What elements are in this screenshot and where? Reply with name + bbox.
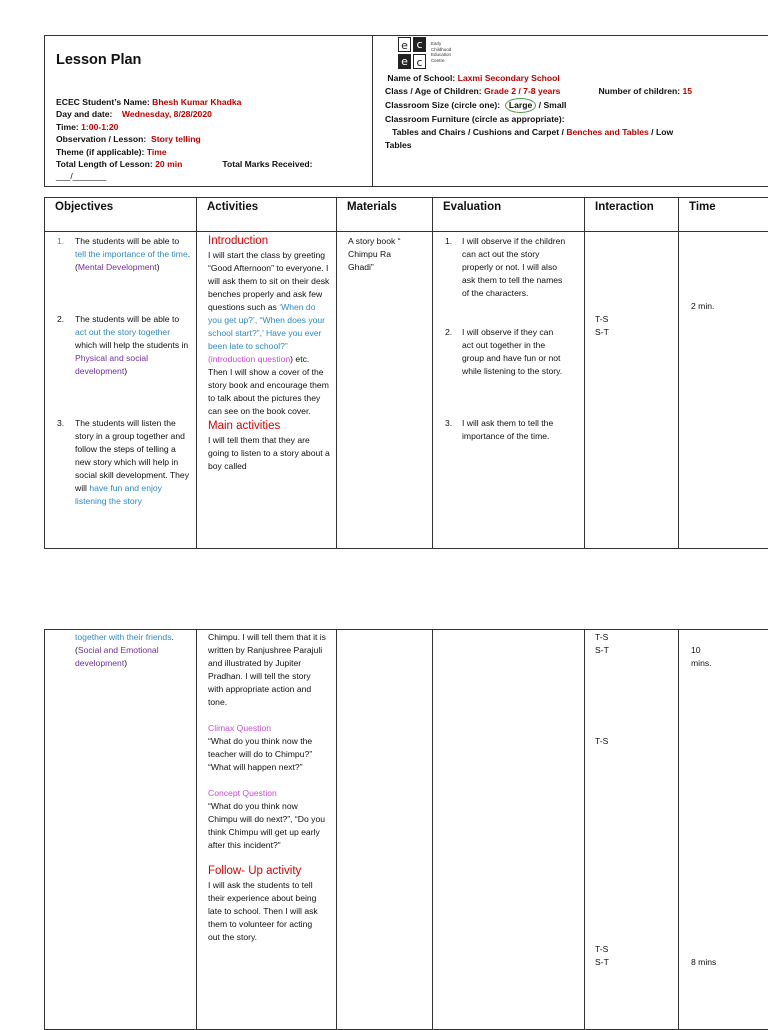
time-value: 8 mins	[691, 956, 721, 969]
evaluation-text: I will observe if the children can act out the story properly or not. I will also ask them to tell the names of the characters.	[462, 235, 566, 300]
children-label: Number of children:	[598, 86, 682, 96]
logo-letter: c	[413, 37, 426, 52]
interaction-values	[595, 313, 609, 339]
length-value: 20 min	[155, 159, 182, 169]
objective-domain: Physical and social development	[75, 353, 148, 376]
time-label: Time:	[56, 122, 81, 132]
children-value: 15	[682, 86, 692, 96]
activity-questions: ‘When do you get up?’, “When does your school start?”,’ Have you ever been late to school?”	[208, 302, 325, 351]
interaction-values	[595, 735, 608, 748]
logo-letter: e	[398, 37, 411, 52]
length-line	[56, 158, 368, 170]
logo-text	[431, 41, 451, 63]
theme-label: Theme (if applicable):	[56, 147, 147, 157]
logo-text-line: Early	[431, 41, 451, 47]
furniture-selected: Benches and Tables	[566, 127, 648, 137]
table-row	[45, 232, 768, 549]
interaction-cell	[585, 630, 679, 1030]
interaction-value: T-S	[595, 943, 609, 956]
marks-label: Total Marks Received:	[222, 159, 312, 169]
size-line	[385, 98, 768, 113]
objective-3	[57, 417, 192, 508]
objective-text: . (	[75, 632, 174, 655]
time-value: 2 min.	[691, 300, 714, 313]
objectives-cell	[45, 630, 197, 1030]
objective-text: . (	[75, 249, 190, 272]
evaluation-2	[445, 326, 580, 378]
furniture-label: Classroom Furniture (circle as appropriate):	[385, 114, 565, 124]
climax-question-label: Climax Question	[208, 722, 326, 735]
school-line	[385, 72, 768, 85]
evaluation-number: 2.	[445, 326, 452, 339]
furniture-options	[385, 126, 768, 139]
day-date-label: Day and date:	[56, 109, 112, 119]
interaction-value: T-S	[595, 735, 608, 748]
table-row	[45, 630, 768, 1030]
size-label: Classroom Size (circle one):	[385, 100, 502, 110]
objective-highlight: have fun and enjoy listening the story	[75, 483, 162, 506]
objective-text: )	[157, 262, 160, 272]
observation-value: Story telling	[151, 134, 201, 144]
evaluation-number: 3.	[445, 417, 452, 430]
activity-text: Chimpu. I will tell them that it is written by Ranjushree Parajuli and illustrated by Jupiter Pradhan. I will tell the story with appropriate action and tone.	[208, 631, 326, 709]
observation-line	[56, 133, 368, 145]
objective-number: 2.	[57, 313, 64, 326]
materials-text: A story book “ Chimpu Ra Ghadi”	[348, 235, 418, 274]
furniture-line	[385, 113, 768, 126]
interaction-values	[595, 943, 609, 969]
time-cell	[679, 232, 768, 549]
objective-number: 3.	[57, 417, 64, 430]
evaluation-text: I will ask them to tell the importance of the time.	[462, 417, 562, 443]
theme-value: Time	[147, 147, 167, 157]
objective-continued	[75, 631, 175, 670]
introduction-heading: Introduction	[208, 234, 330, 249]
objective-text: The students will be able to	[75, 314, 179, 324]
objective-text: which will help the students in	[75, 340, 188, 350]
marks-blank: ___/_______	[56, 170, 368, 182]
objective-1	[57, 235, 192, 274]
col-time: Time	[679, 198, 768, 232]
student-name: Bhesh Kumar Khadka	[152, 97, 241, 107]
col-activities: Activities	[197, 198, 337, 232]
activity-question-type: (introduction question	[208, 354, 290, 364]
day-date-line	[56, 108, 368, 120]
objective-highlight: tell the importance of the time	[75, 249, 188, 259]
day-date: Wednesday, 8/28/2020	[122, 109, 212, 119]
theme-line	[56, 146, 368, 158]
time-line	[56, 121, 368, 133]
evaluation-cell	[433, 232, 585, 549]
concept-questions: “What do you think now Chimpu will do next?”, “Do you think Chimpu will get up early after this incident?”	[208, 800, 326, 852]
objective-domain: Mental Development	[78, 262, 157, 272]
evaluation-cell	[433, 630, 585, 1030]
furniture-option: Tables and Chairs / Cushions and Carpet /	[392, 127, 566, 137]
objective-text: )	[124, 658, 127, 668]
ecec-logo	[398, 37, 468, 73]
school-name: Laxmi Secondary School	[458, 73, 560, 83]
objective-text: The students will be able to	[75, 236, 179, 246]
objective-highlight: together with their friends	[75, 632, 172, 642]
evaluation-number: 1.	[445, 235, 452, 248]
logo-letter: e	[398, 54, 411, 69]
header-divider	[372, 36, 373, 186]
length-label: Total Length of Lesson:	[56, 159, 155, 169]
col-materials: Materials	[337, 198, 433, 232]
interaction-value: S-T	[595, 956, 609, 969]
student-name-line	[56, 96, 368, 108]
main-activities-text: I will tell them that they are going to listen to a story about a boy called	[208, 434, 330, 473]
activities-content	[208, 631, 326, 944]
time-cell	[679, 630, 768, 1030]
interaction-value: T-S	[595, 631, 609, 644]
interaction-values	[595, 631, 609, 657]
activities-cell	[197, 630, 337, 1030]
student-name-label: ECEC Student’s Name:	[56, 97, 152, 107]
interaction-value: T-S	[595, 313, 609, 326]
col-interaction: Interaction	[585, 198, 679, 232]
materials-cell	[337, 630, 433, 1030]
col-evaluation: Evaluation	[433, 198, 585, 232]
objective-text: )	[124, 366, 127, 376]
interaction-value: S-T	[595, 644, 609, 657]
table-header-row	[45, 198, 768, 232]
class-line	[385, 85, 768, 98]
main-activities-heading: Main activities	[208, 419, 330, 434]
follow-up-text: I will ask the students to tell their experience about being late to school. Then I will ask them to volunteer for acting out the story.	[208, 879, 326, 944]
observation-label: Observation / Lesson:	[56, 134, 149, 144]
logo-text-line: Centre	[431, 58, 451, 64]
lesson-table-page1	[44, 197, 768, 549]
introduction-text	[208, 249, 330, 418]
page-title: Lesson Plan	[56, 52, 141, 68]
activity-text: I will start the class by greeting “Good Afternoon” to everyone. I will ask them to sit on their desk benches properly and ask few questions such as	[208, 250, 329, 312]
time-value: 1:00-1:20	[81, 122, 118, 132]
lesson-table-page2	[44, 629, 768, 1030]
school-label: Name of School:	[387, 73, 457, 83]
evaluation-3	[445, 417, 580, 443]
objectives-cell	[45, 232, 197, 549]
lesson-plan-header	[44, 35, 768, 187]
logo-text-line: Education	[431, 52, 451, 58]
header-student-info	[56, 96, 368, 183]
interaction-cell	[585, 232, 679, 549]
objective-highlight: act out the story together	[75, 327, 170, 337]
evaluation-text: I will observe if they can act out together in the group and have fun or not while listening to the story.	[462, 326, 566, 378]
class-label: Class / Age of Children:	[385, 86, 484, 96]
climax-questions: “What do you think now the teacher will do to Chimpu?” “What will happen next?”	[208, 735, 326, 774]
header-school-info	[385, 72, 768, 152]
activities-cell	[197, 232, 337, 549]
objective-2	[57, 313, 192, 378]
logo-text-line: Childhood	[431, 47, 451, 53]
logo-letter: c	[413, 54, 426, 69]
objective-text: The students will listen the story in a group together and follow the steps of telling a new story which will help in social skill development. They will	[75, 418, 189, 493]
interaction-value: S-T	[595, 326, 609, 339]
size-large-circled: Large	[505, 98, 536, 113]
furniture-option: / Low	[649, 127, 673, 137]
furniture-options-cont: Tables	[385, 139, 768, 152]
objective-number: 1.	[57, 235, 64, 248]
follow-up-heading: Follow- Up activity	[208, 864, 326, 879]
materials-cell	[337, 232, 433, 549]
class-value: Grade 2 / 7-8 years	[484, 86, 560, 96]
activities-content	[208, 234, 330, 473]
col-objectives: Objectives	[45, 198, 197, 232]
evaluation-1	[445, 235, 580, 300]
concept-question-label: Concept Question	[208, 787, 326, 800]
objective-domain: Social and Emotional development	[75, 645, 159, 668]
time-value: 10 mins.	[691, 644, 721, 670]
activity-text: ) etc. Then I will show a cover of the story book and encourage them to talk about the pictures they can see on the book cover.	[208, 354, 329, 416]
size-small: / Small	[536, 100, 566, 110]
